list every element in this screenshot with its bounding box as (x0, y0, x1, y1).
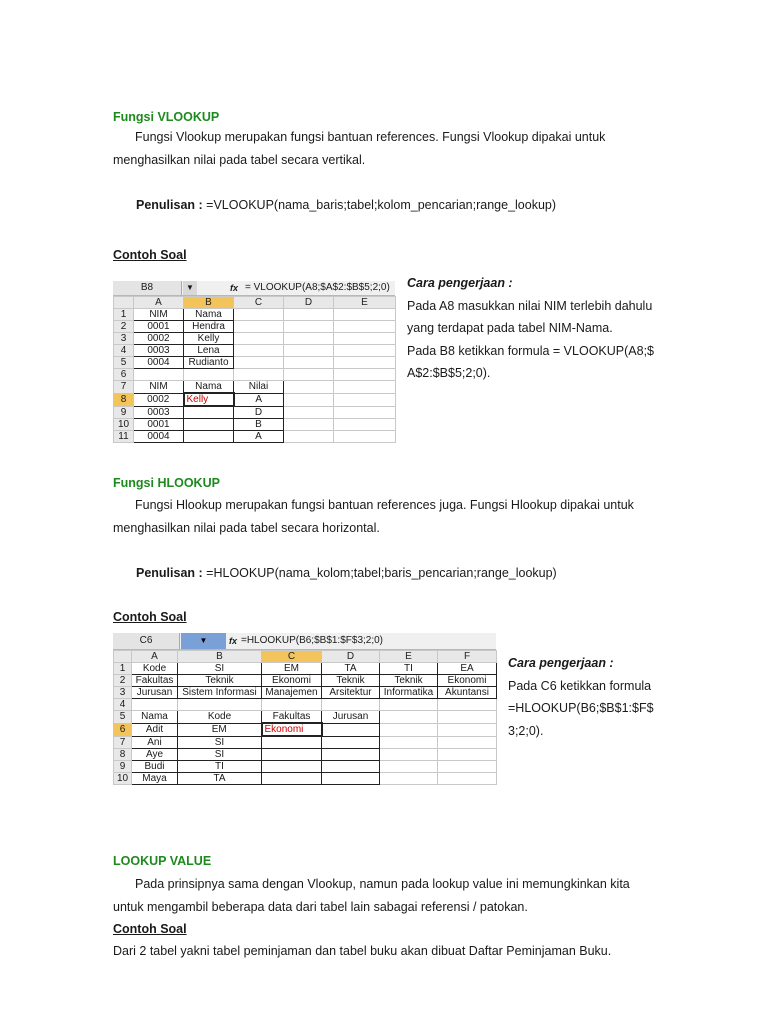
spreadsheet-cell[interactable]: Rudianto (184, 357, 234, 369)
spreadsheet-cell[interactable] (334, 369, 396, 381)
vlookup-heading: Fungsi VLOOKUP (113, 110, 220, 124)
vlookup-para-line1: Fungsi Vlookup merupakan fungsi bantuan references. Fungsi Vlookup dipakai untuk (135, 130, 606, 144)
spreadsheet-cell[interactable] (284, 406, 334, 419)
spreadsheet-cell[interactable] (234, 369, 284, 381)
spreadsheet-cell[interactable] (322, 736, 380, 749)
column-header[interactable]: C (234, 297, 284, 309)
spreadsheet-row (114, 357, 396, 369)
spreadsheet-cell[interactable] (284, 357, 334, 369)
hlookup-para-line2: menghasilkan nilai pada tabel secara horizontal. (113, 521, 380, 535)
spreadsheet-cell[interactable]: Fakultas (132, 675, 178, 687)
lookup-value-paragraph (113, 873, 655, 919)
vlookup-instructions-line: A$2:$B$5;2;0). (407, 366, 491, 380)
spreadsheet-row (114, 736, 497, 749)
spreadsheet-cell[interactable]: SI (178, 736, 262, 749)
spreadsheet-cell[interactable]: Aye (132, 749, 178, 761)
spreadsheet-row (114, 393, 396, 406)
spreadsheet-cell[interactable] (284, 381, 334, 394)
spreadsheet-cell[interactable] (284, 369, 334, 381)
spreadsheet-cell[interactable] (262, 749, 322, 761)
spreadsheet-cell[interactable] (234, 357, 284, 369)
spreadsheet-cell[interactable] (334, 357, 396, 369)
hlookup-syntax (136, 566, 557, 580)
spreadsheet-row (114, 675, 497, 687)
spreadsheet-cell[interactable] (322, 761, 380, 773)
spreadsheet-row (114, 663, 497, 675)
spreadsheet-cell[interactable]: Teknik (380, 675, 438, 687)
row-number[interactable]: 9 (114, 761, 132, 773)
chevron-down-icon: ▼ (183, 281, 197, 295)
spreadsheet-cell[interactable]: Arsitektur (322, 687, 380, 699)
spreadsheet-cell[interactable] (262, 699, 322, 711)
hlookup-paragraph (113, 494, 655, 540)
spreadsheet-cell[interactable]: Hendra (184, 321, 234, 333)
vlookup-syntax-value: =VLOOKUP(nama_baris;tabel;kolom_pencarian;range_lookup) (206, 198, 557, 212)
spreadsheet-cell[interactable]: 0001 (134, 321, 184, 333)
spreadsheet-row (114, 711, 497, 724)
function-icon: fx (229, 636, 238, 646)
spreadsheet-cell[interactable] (184, 406, 234, 419)
spreadsheet-cell[interactable]: EM (262, 663, 322, 675)
spreadsheet-cell[interactable] (184, 431, 234, 443)
spreadsheet-cell[interactable] (234, 321, 284, 333)
lookup-value-para-line1: Pada prinsipnya sama dengan Vlookup, namun pada lookup value ini memungkinkan kita (135, 877, 630, 891)
spreadsheet-cell[interactable]: NIM (134, 381, 184, 394)
spreadsheet-cell[interactable] (234, 333, 284, 345)
function-icon: fx (230, 283, 239, 293)
spreadsheet-cell[interactable]: Adit (132, 723, 178, 736)
spreadsheet-row (114, 687, 497, 699)
spreadsheet-cell[interactable] (262, 736, 322, 749)
spreadsheet-cell[interactable]: Nama (184, 309, 234, 321)
spreadsheet-cell[interactable]: SI (178, 663, 262, 675)
vlookup-instructions-line: yang terdapat pada tabel NIM-Nama. (407, 321, 613, 335)
spreadsheet-cell[interactable] (284, 333, 334, 345)
column-header[interactable]: E (380, 651, 438, 663)
spreadsheet-cell[interactable] (380, 711, 438, 724)
spreadsheet-cell[interactable]: Ani (132, 736, 178, 749)
spreadsheet-cell[interactable]: 0001 (134, 419, 184, 431)
hlookup-para-line1: Fungsi Hlookup merupakan fungsi bantuan references juga. Fungsi Hlookup dipakai untuk (135, 498, 634, 512)
spreadsheet-cell[interactable] (438, 761, 497, 773)
hlookup-instructions-line: 3;2;0). (508, 723, 544, 738)
spreadsheet-cell[interactable] (438, 736, 497, 749)
select-all-corner[interactable] (114, 297, 134, 309)
spreadsheet-cell[interactable] (262, 761, 322, 773)
vlookup-syntax (136, 198, 556, 212)
spreadsheet-cell[interactable] (134, 369, 184, 381)
spreadsheet-cell[interactable] (234, 345, 284, 357)
spreadsheet-cell[interactable] (438, 749, 497, 761)
spreadsheet-row (114, 749, 497, 761)
formula-text: = VLOOKUP(A8;$A$2:$B$5;2;0) (245, 282, 390, 293)
spreadsheet-row (114, 773, 497, 785)
column-header[interactable]: F (438, 651, 497, 663)
row-number[interactable]: 7 (114, 736, 132, 749)
spreadsheet-cell[interactable] (438, 711, 497, 724)
spreadsheet-row (114, 333, 396, 345)
spreadsheet-cell[interactable]: TA (322, 663, 380, 675)
spreadsheet-cell[interactable]: Nama (184, 381, 234, 394)
spreadsheet-cell[interactable]: Jurusan (132, 687, 178, 699)
column-header[interactable]: D (284, 297, 334, 309)
spreadsheet-row (114, 321, 396, 333)
row-number[interactable]: 5 (114, 357, 134, 369)
spreadsheet-cell[interactable]: SI (178, 749, 262, 761)
hlookup-instructions-line: Pada C6 ketikkan formula (508, 678, 652, 693)
spreadsheet-cell[interactable] (334, 333, 396, 345)
spreadsheet-cell[interactable]: EA (438, 663, 497, 675)
row-number[interactable]: 3 (114, 687, 132, 699)
row-number[interactable]: 6 (114, 723, 132, 736)
spreadsheet-cell[interactable] (334, 381, 396, 394)
name-box: C6 (113, 633, 180, 649)
hlookup-syntax-label: Penulisan : (136, 566, 203, 580)
vlookup-paragraph (113, 126, 655, 172)
spreadsheet-cell[interactable]: Akuntansi (438, 687, 497, 699)
hlookup-instructions-title: Cara pengerjaan : (508, 656, 614, 670)
spreadsheet-cell[interactable]: Teknik (322, 675, 380, 687)
row-number[interactable]: 7 (114, 381, 134, 394)
spreadsheet-cell[interactable]: NIM (134, 309, 184, 321)
spreadsheet-cell[interactable]: Nilai (234, 381, 284, 394)
spreadsheet-cell[interactable]: Nama (132, 711, 178, 724)
name-box: B8 (113, 281, 182, 295)
spreadsheet-cell[interactable] (184, 369, 234, 381)
spreadsheet-cell[interactable] (334, 345, 396, 357)
spreadsheet-cell[interactable]: Kelly (184, 333, 234, 345)
row-number[interactable]: 4 (114, 345, 134, 357)
column-header[interactable]: B (178, 651, 262, 663)
spreadsheet-cell[interactable] (284, 393, 334, 406)
spreadsheet-cell[interactable]: Fakultas (262, 711, 322, 724)
column-header-row (114, 651, 497, 663)
spreadsheet-cell[interactable] (284, 345, 334, 357)
hlookup-spreadsheet-screenshot (113, 633, 496, 823)
spreadsheet-cell[interactable] (438, 723, 497, 736)
spreadsheet-cell[interactable] (438, 699, 497, 711)
spreadsheet-cell[interactable] (322, 749, 380, 761)
row-number[interactable]: 11 (114, 431, 134, 443)
spreadsheet-cell[interactable] (380, 736, 438, 749)
spreadsheet-cell[interactable]: Kode (132, 663, 178, 675)
hlookup-example-heading: Contoh Soal (113, 610, 187, 624)
column-header[interactable]: D (322, 651, 380, 663)
lookup-value-body: Dari 2 tabel yakni tabel peminjaman dan tabel buku akan dibuat Daftar Peminjaman Buku. (113, 944, 612, 958)
spreadsheet-row (114, 406, 396, 419)
lookup-value-example-heading: Contoh Soal (113, 922, 187, 936)
row-number[interactable]: 9 (114, 406, 134, 419)
chevron-down-icon: ▼ (181, 633, 226, 649)
spreadsheet-cell[interactable]: 0004 (134, 431, 184, 443)
row-number[interactable]: 8 (114, 393, 134, 406)
spreadsheet-cell[interactable] (334, 406, 396, 419)
spreadsheet-cell[interactable]: Lena (184, 345, 234, 357)
spreadsheet-cell[interactable]: Kode (178, 711, 262, 724)
spreadsheet-row (114, 761, 497, 773)
spreadsheet-cell[interactable]: Manajemen (262, 687, 322, 699)
spreadsheet-cell[interactable] (284, 309, 334, 321)
spreadsheet-cell[interactable]: Ekonomi (438, 675, 497, 687)
vlookup-instructions-title: Cara pengerjaan : (407, 276, 513, 290)
spreadsheet-cell[interactable] (322, 699, 380, 711)
vlookup-instructions-line: Pada B8 ketikkan formula = VLOOKUP(A8;$ (407, 343, 654, 358)
row-number[interactable]: 3 (114, 333, 134, 345)
spreadsheet-cell[interactable]: Informatika (380, 687, 438, 699)
row-number[interactable]: 2 (114, 675, 132, 687)
lookup-value-heading: LOOKUP VALUE (113, 854, 212, 868)
spreadsheet-cell[interactable]: Ekonomi (262, 675, 322, 687)
spreadsheet-cell[interactable]: 0003 (134, 345, 184, 357)
row-number[interactable]: 8 (114, 749, 132, 761)
spreadsheet-cell[interactable]: A (234, 431, 284, 443)
spreadsheet-cell[interactable] (284, 419, 334, 431)
spreadsheet-cell[interactable]: 0002 (134, 333, 184, 345)
hlookup-syntax-value: =HLOOKUP(nama_kolom;tabel;baris_pencarian;range_lookup) (206, 566, 557, 580)
spreadsheet-cell[interactable] (322, 723, 380, 736)
spreadsheet-cell[interactable]: TA (178, 773, 262, 785)
lookup-value-para-line2: untuk mengambil beberapa data dari tabel lain sabagai referensi / patokan. (113, 900, 528, 914)
vlookup-syntax-label: Penulisan : (136, 198, 203, 212)
row-number[interactable]: 5 (114, 711, 132, 724)
spreadsheet-row (114, 699, 497, 711)
spreadsheet-cell[interactable]: A (234, 393, 284, 406)
spreadsheet-cell[interactable]: 0002 (134, 393, 184, 406)
vlookup-instructions-line: Pada A8 masukkan nilai NIM terlebih dahulu (407, 298, 653, 313)
spreadsheet-cell[interactable] (380, 723, 438, 736)
column-header[interactable]: B (184, 297, 234, 309)
spreadsheet-cell[interactable] (438, 773, 497, 785)
column-header[interactable]: E (334, 297, 396, 309)
spreadsheet-cell[interactable] (262, 773, 322, 785)
spreadsheet-cell[interactable]: 0003 (134, 406, 184, 419)
spreadsheet-cell[interactable]: Ekonomi (262, 723, 322, 736)
spreadsheet-cell[interactable]: TI (380, 663, 438, 675)
vlookup-example-heading: Contoh Soal (113, 248, 187, 262)
vlookup-para-line2: menghasilkan nilai pada tabel secara vertikal. (113, 153, 366, 167)
spreadsheet-cell[interactable]: EM (178, 723, 262, 736)
row-number[interactable]: 2 (114, 321, 134, 333)
spreadsheet-cell[interactable] (334, 431, 396, 443)
spreadsheet-cell[interactable] (322, 773, 380, 785)
spreadsheet-cell[interactable]: TI (178, 761, 262, 773)
spreadsheet-row (114, 419, 396, 431)
spreadsheet-cell[interactable] (334, 393, 396, 406)
spreadsheet-cell[interactable] (132, 699, 178, 711)
column-header[interactable]: A (134, 297, 184, 309)
spreadsheet-row (114, 723, 497, 736)
spreadsheet-cell[interactable]: Budi (132, 761, 178, 773)
row-number[interactable]: 4 (114, 699, 132, 711)
row-number[interactable]: 1 (114, 663, 132, 675)
spreadsheet-cell[interactable] (284, 431, 334, 443)
select-all-corner[interactable] (114, 651, 132, 663)
spreadsheet-cell[interactable] (184, 419, 234, 431)
spreadsheet-row (114, 369, 396, 381)
row-number[interactable]: 10 (114, 419, 134, 431)
spreadsheet-cell[interactable] (380, 699, 438, 711)
spreadsheet-cell[interactable]: Jurusan (322, 711, 380, 724)
vlookup-grid (113, 296, 396, 443)
hlookup-grid (113, 650, 497, 785)
row-number[interactable]: 10 (114, 773, 132, 785)
vlookup-instructions (407, 272, 657, 385)
spreadsheet-cell[interactable]: Teknik (178, 675, 262, 687)
spreadsheet-cell[interactable]: 0004 (134, 357, 184, 369)
spreadsheet-cell[interactable] (334, 419, 396, 431)
row-number[interactable]: 1 (114, 309, 134, 321)
column-header[interactable]: A (132, 651, 178, 663)
column-header[interactable]: C (262, 651, 322, 663)
spreadsheet-cell[interactable]: D (234, 406, 284, 419)
vlookup-spreadsheet-screenshot (113, 281, 395, 451)
spreadsheet-cell[interactable] (380, 773, 438, 785)
spreadsheet-cell[interactable]: Sistem Informasi (178, 687, 262, 699)
hlookup-heading: Fungsi HLOOKUP (113, 476, 220, 490)
hlookup-instructions-line: =HLOOKUP(B6;$B$1:$F$ (508, 701, 654, 715)
hlookup-instructions (508, 652, 658, 742)
spreadsheet-cell[interactable] (334, 321, 396, 333)
spreadsheet-cell[interactable] (178, 699, 262, 711)
spreadsheet-cell[interactable] (380, 749, 438, 761)
spreadsheet-cell[interactable]: Kelly (184, 393, 234, 406)
spreadsheet-row (114, 309, 396, 321)
row-number[interactable]: 6 (114, 369, 134, 381)
spreadsheet-row (114, 431, 396, 443)
spreadsheet-cell[interactable] (334, 309, 396, 321)
spreadsheet-cell[interactable] (284, 321, 334, 333)
spreadsheet-cell[interactable] (380, 761, 438, 773)
spreadsheet-cell[interactable]: B (234, 419, 284, 431)
spreadsheet-row (114, 381, 396, 394)
spreadsheet-row (114, 345, 396, 357)
formula-text: =HLOOKUP(B6;$B$1:$F$3;2;0) (241, 635, 384, 646)
spreadsheet-cell[interactable]: Maya (132, 773, 178, 785)
column-header-row (114, 297, 396, 309)
spreadsheet-cell[interactable] (234, 309, 284, 321)
